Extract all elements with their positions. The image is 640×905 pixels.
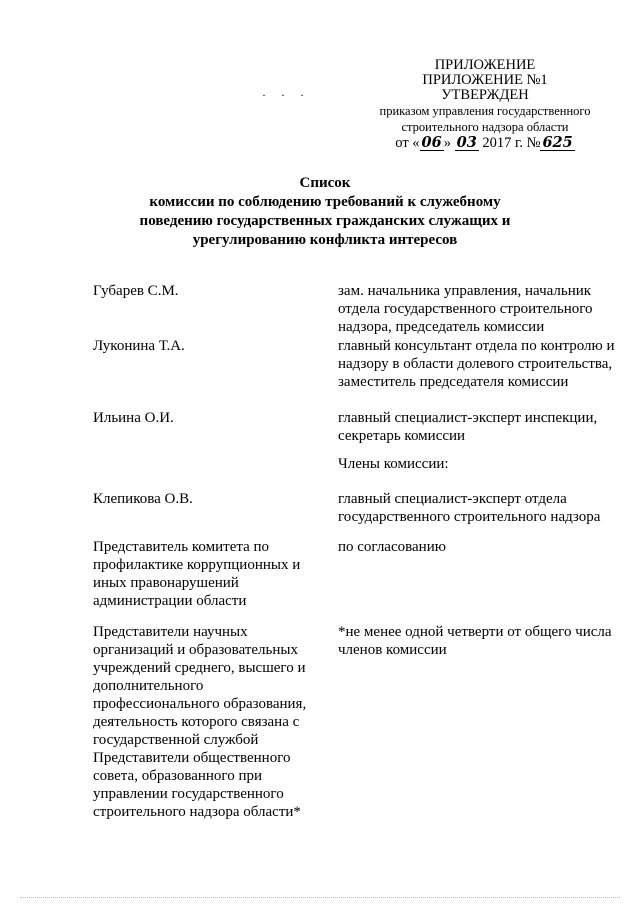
- date-year: 2017 г. №: [482, 135, 541, 151]
- document-title: [60, 174, 590, 250]
- member-name: Ильина О.И.: [93, 410, 174, 426]
- member-role: по согласованию: [338, 539, 446, 555]
- member-name: Луконина Т.А.: [93, 338, 185, 354]
- member-role: главный специалист-эксперт отдела государственного строительного надзора: [338, 491, 601, 525]
- title-line-2: комиссии по соблюдению требований к служебному: [149, 194, 501, 210]
- member-role: главный консультант отдела по контролю и надзору в области долевого строительства, заместитель председателя комиссии: [338, 338, 615, 390]
- scan-edge: [20, 897, 620, 899]
- order-line-2: строительного надзора области: [401, 120, 569, 134]
- members-heading: Члены комиссии:: [338, 456, 449, 472]
- order-number: 625: [542, 134, 573, 151]
- title-line-4: урегулированию конфликта интересов: [192, 232, 458, 248]
- date-mid: »: [443, 135, 451, 151]
- member-role: зам. начальника управления, начальник отдела государственного строительного надзора, председатель комиссии: [338, 283, 593, 335]
- member-name: Губарев С.М.: [93, 283, 179, 299]
- order-date-line: [350, 135, 620, 151]
- member-name: Представители научных организаций и образовательных учреждений среднего, высшего и дополнительного профессионального образования, деятельность которого связана с государственной службой Представители общественного совета, образованного при управлении государственного строительного надзора области*: [93, 624, 307, 820]
- appendix-label: ПРИЛОЖЕНИЕ: [434, 57, 536, 73]
- member-role: главный специалист-эксперт инспекции, секретарь комиссии: [338, 410, 598, 444]
- title-line-3: поведению государственных гражданских служащих и: [139, 213, 511, 229]
- title-line-1: Список: [299, 175, 351, 191]
- member-role: *не менее одной четверти от общего числа членов комиссии: [338, 624, 612, 658]
- approval-block: [350, 58, 620, 151]
- date-prefix: от «: [395, 135, 420, 151]
- appendix-number: ПРИЛОЖЕНИЕ №1: [422, 72, 548, 88]
- member-name: Клепикова О.В.: [93, 491, 193, 507]
- order-line-1: приказом управления государственного: [379, 104, 591, 118]
- approved-label: УТВЕРЖДЕН: [441, 87, 529, 103]
- member-name: Представитель комитета по профилактике коррупционных и иных правонарушений администрации области: [93, 539, 301, 609]
- date-day: 06: [421, 134, 442, 151]
- date-month: 03: [456, 134, 477, 151]
- scan-specks: · · ·: [262, 88, 310, 102]
